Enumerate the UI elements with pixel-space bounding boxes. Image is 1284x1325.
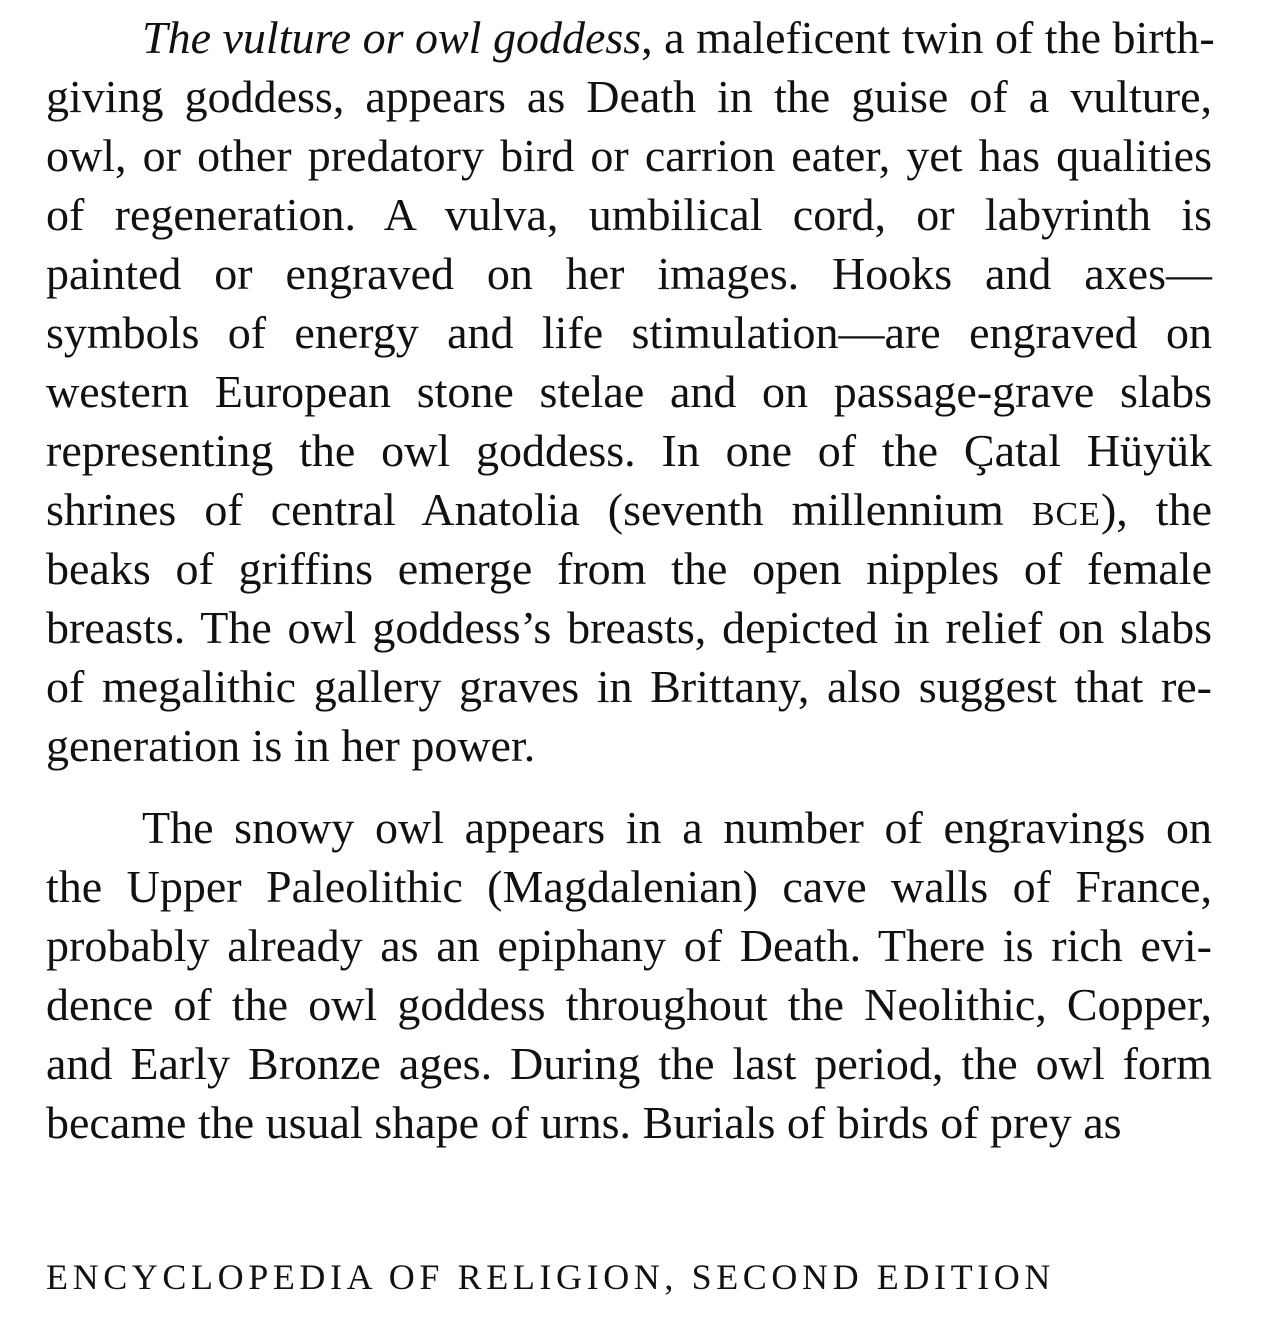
- text-line: [46, 244, 1212, 303]
- paragraph-snowy-owl: [46, 798, 1212, 1152]
- text-segment: of regeneration. A vulva, umbilical cord, or labyrinth is: [46, 189, 1212, 240]
- text-segment: giving goddess, appears as Death in the guise of a vulture,: [46, 71, 1212, 122]
- text-segment: of megalithic gallery graves in Brittany, also suggest that re-: [46, 661, 1212, 712]
- paragraph-gap: [46, 775, 1212, 798]
- text-segment: the Upper Paleolithic (Magdalenian) cave walls of France,: [46, 861, 1212, 912]
- italic-term: The vulture or owl goddess: [142, 12, 642, 63]
- text-segment: breasts. The owl goddess’s breasts, depicted in relief on slabs: [46, 602, 1212, 653]
- text-line: [46, 480, 1212, 539]
- text-segment: ), the: [1100, 484, 1212, 535]
- text-line: [46, 303, 1212, 362]
- text-line: [46, 975, 1212, 1034]
- text-segment: painted or engraved on her images. Hooks and axes—: [46, 248, 1212, 299]
- text-segment: symbols of energy and life stimulation—are engraved on: [46, 307, 1212, 358]
- text-segment: dence of the owl goddess throughout the Neolithic, Copper,: [46, 979, 1212, 1030]
- text-line: [46, 598, 1212, 657]
- text-segment: became the usual shape of urns. Burials of birds of prey as: [46, 1097, 1122, 1148]
- text-line: [46, 657, 1212, 716]
- text-line: [46, 8, 1215, 67]
- text-segment: owl, or other predatory bird or carrion eater, yet has qualities: [46, 130, 1212, 181]
- text-line: [46, 857, 1212, 916]
- text-line: [46, 362, 1212, 421]
- text-segment: , a maleficent twin of the birth-: [641, 12, 1215, 63]
- text-segment: representing the owl goddess. In one of the Çatal Hüyük: [46, 425, 1212, 476]
- body-text: [46, 8, 1215, 1152]
- text-line: [46, 67, 1212, 126]
- text-segment: The snowy owl appears in a number of engravings on: [142, 802, 1212, 853]
- text-line: [46, 1034, 1212, 1093]
- text-line: [46, 185, 1212, 244]
- text-segment: probably already as an epiphany of Death. There is rich evi-: [46, 920, 1212, 971]
- paragraph-vulture-owl-goddess: [46, 8, 1215, 775]
- text-segment: shrines of central Anatolia (seventh millennium: [46, 484, 1032, 535]
- text-line: [46, 421, 1212, 480]
- text-line: [46, 716, 1212, 775]
- text-line: [46, 1093, 1212, 1152]
- text-line: [46, 126, 1212, 185]
- small-caps-abbreviation: BCE: [1031, 496, 1101, 533]
- text-line: [46, 798, 1212, 857]
- text-segment: western European stone stelae and on passage-grave slabs: [46, 366, 1212, 417]
- text-segment: beaks of griffins emerge from the open nipples of female: [46, 543, 1212, 594]
- running-footer: ENCYCLOPEDIA OF RELIGION, SECOND EDITION: [46, 1257, 1055, 1297]
- text-segment: and Early Bronze ages. During the last period, the owl form: [46, 1038, 1212, 1089]
- text-line: [46, 539, 1212, 598]
- text-line: [46, 916, 1212, 975]
- text-segment: generation is in her power.: [46, 720, 536, 771]
